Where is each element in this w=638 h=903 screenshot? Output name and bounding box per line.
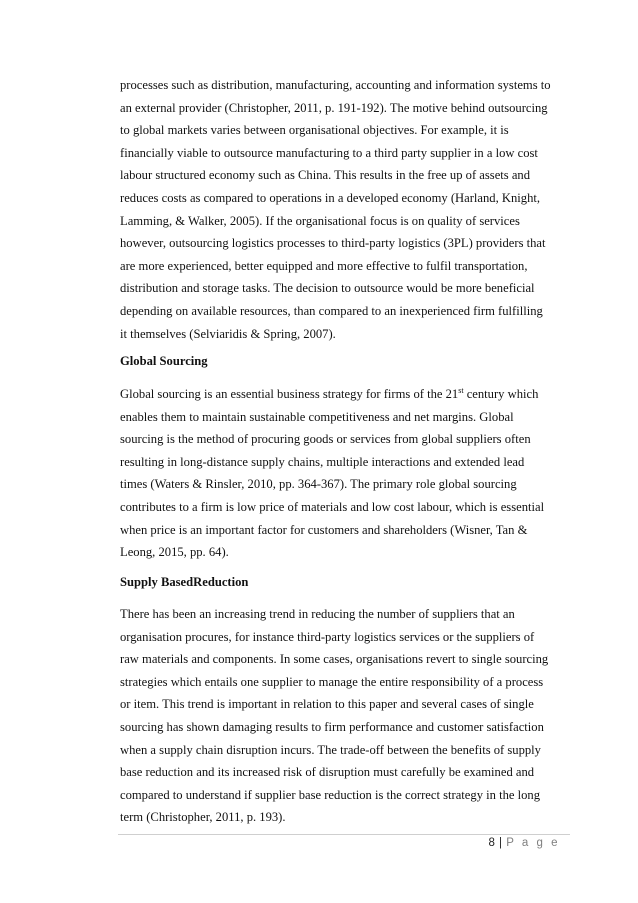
text-line: to global markets varies between organisational objectives. For example, it is bbox=[120, 123, 509, 138]
text-line: times (Waters & Rinsler, 2010, pp. 364-367). The primary role global sourcing bbox=[120, 477, 517, 492]
footer-separator: | bbox=[499, 837, 503, 849]
section-heading-global-sourcing: Global Sourcing bbox=[120, 354, 208, 368]
section-heading-supply-base-reduction: Supply BasedReduction bbox=[120, 575, 249, 589]
text-line: however, outsourcing logistics processes to third-party logistics (3PL) providers that bbox=[120, 236, 546, 251]
text-line: or item. This trend is important in relation to this paper and several cases of single bbox=[120, 697, 534, 712]
text-line: sourcing has shown damaging results to firm performance and customer satisfaction bbox=[120, 719, 544, 734]
text-line: strategies which entails one supplier to manage the entire responsibility of a process bbox=[120, 674, 544, 689]
text-line bbox=[120, 383, 570, 405]
text-line: labour structured economy such as China. This results in the free up of assets and bbox=[120, 168, 531, 183]
text-line: are more experienced, better equipped and more effective to fulfil transportation, bbox=[120, 258, 528, 273]
text-line: compared to understand if supplier base reduction is the correct strategy in the long bbox=[120, 787, 541, 802]
page-number: 8 bbox=[488, 837, 496, 849]
text-line: Lamming, & Walker, 2005). If the organisational focus is on quality of services bbox=[120, 213, 520, 228]
text-segment: century which bbox=[463, 387, 539, 401]
superscript: st bbox=[458, 386, 464, 395]
text-line: organisation procures, for instance third-party logistics services or the suppliers of bbox=[120, 629, 535, 644]
text-line: processes such as distribution, manufacturing, accounting and information systems to bbox=[120, 78, 551, 92]
text-line: There has been an increasing trend in reducing the number of suppliers that an bbox=[120, 607, 515, 621]
text-line: when price is an important factor for customers and shareholders (Wisner, Tan & bbox=[120, 522, 528, 537]
text-line: reduces costs as compared to operations in a developed economy (Harland, Knight, bbox=[120, 190, 541, 205]
text-line: raw materials and components. In some cases, organisations revert to single sourcing bbox=[120, 652, 549, 667]
text-line: sourcing is the method of procuring goods or services from global suppliers often bbox=[120, 432, 531, 447]
text-line: term (Christopher, 2011, p. 193). bbox=[120, 810, 286, 825]
text-line: it themselves (Selviaridis & Spring, 2007). bbox=[120, 326, 336, 341]
text-line: Leong, 2015, pp. 64). bbox=[120, 545, 229, 560]
text-line: an external provider (Christopher, 2011, p. 191-192). The motive behind outsourcing bbox=[120, 100, 548, 115]
text-line: base reduction and its increased risk of disruption must carefully be examined and bbox=[120, 765, 535, 780]
paragraph-outsourcing bbox=[120, 74, 570, 345]
text-line: depending on available resources, than compared to an inexperienced firm fulfilling bbox=[120, 303, 543, 318]
paragraph-global-sourcing bbox=[120, 383, 570, 564]
text-segment: Global sourcing is an essential business strategy for firms of the 21 bbox=[120, 387, 459, 401]
paragraph-supply-base-reduction bbox=[120, 603, 570, 829]
text-line: financially viable to outsource manufacturing to a third party supplier in a low cost bbox=[120, 145, 538, 160]
text-line: contributes to a firm is low price of materials and low cost labour, which is essential bbox=[120, 499, 545, 514]
page-label: P a g e bbox=[506, 837, 560, 849]
text-line: enables them to maintain sustainable competitiveness and net margins. Global bbox=[120, 409, 514, 424]
page-footer bbox=[488, 837, 560, 849]
footer-divider bbox=[118, 834, 570, 835]
text-line: when a supply chain disruption incurs. The trade-off between the benefits of supply bbox=[120, 742, 541, 757]
text-line: resulting in long-distance supply chains, multiple interactions and extended lead bbox=[120, 454, 525, 469]
text-line: distribution and storage tasks. The decision to outsource would be more beneficial bbox=[120, 281, 535, 296]
